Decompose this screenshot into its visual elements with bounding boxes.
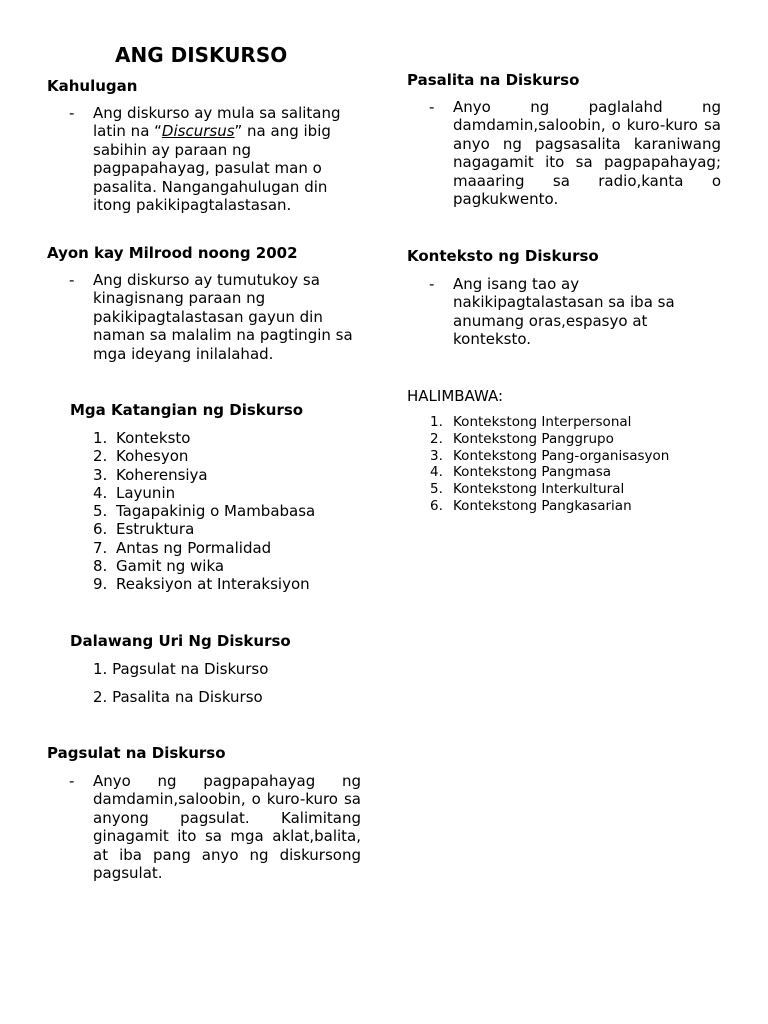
pagsulat-heading: Pagsulat na Diskurso [47, 744, 226, 762]
list-item: 2. Kohesyon [93, 447, 189, 466]
kahulugan-text: Ang diskurso ay mula sa salitang latin na “Discursus” na ang ibig sabihin ay paraan ng pagpapahayag, pasulat man o pasalita. Nangangahulugan din itong pakikipagtalastasan. [93, 104, 341, 215]
konteksto-heading: Konteksto ng Diskurso [407, 247, 599, 265]
uri-item-2: 2. Pasalita na Diskurso [93, 688, 263, 706]
milrood-item [69, 271, 363, 363]
milrood-text: Ang diskurso ay tumutukoy sa kinagisnang paraan ng pakikipagtalastasan gayun din naman sa malalim na pagtingin sa mga ideyang inilalahad. [93, 271, 353, 363]
list-item: 8. Gamit ng wika [93, 557, 225, 576]
pagsulat-text: Anyo ng pagpapahayag ng damdamin,saloobin, o kuro-kuro sa anyong pagsulat. Kalimitang ginagamit ito sa mga aklat,balita, at iba pang anyo ng diskursong pagsulat. [93, 772, 361, 883]
list-item: 7. Antas ng Pormalidad [93, 538, 272, 557]
pasalita-text: Anyo ng paglalahd ng damdamin,saloobin, o kuro-kuro sa anyo ng pagsasalita karaniwang nagagamit ito sa pagpapahayag; maaaring sa radio,kanta o pagkukwento. [453, 98, 721, 209]
uri-heading: Dalawang Uri Ng Diskurso [70, 632, 291, 650]
kahulugan-heading: Kahulugan [47, 77, 138, 95]
pasalita-heading: Pasalita na Diskurso [407, 71, 580, 89]
katangian-heading: Mga Katangian ng Diskurso [70, 401, 304, 419]
list-item: 2. Kontekstong Panggrupo [430, 430, 614, 447]
pagsulat-item [69, 772, 361, 882]
dash-bullet: - [429, 275, 435, 293]
list-item: 9. Reaksiyon at Interaksiyon [93, 575, 310, 594]
milrood-heading: Ayon kay Milrood noong 2002 [47, 244, 298, 262]
konteksto-text: Ang isang tao ay nakikipagtalastasan sa iba sa anumang oras,espasyo at konteksto. [453, 275, 675, 349]
list-item: 6. Estruktura [93, 520, 195, 539]
list-item: 3. Koherensiya [93, 465, 208, 484]
dash-bullet: - [69, 104, 75, 122]
list-item: 6. Kontekstong Pangkasarian [430, 497, 632, 514]
konteksto-item [429, 275, 721, 349]
pasalita-item [429, 98, 721, 208]
halimbawa-list [430, 414, 669, 515]
list-item: 4. Kontekstong Pangmasa [430, 464, 612, 481]
page-title: ANG DISKURSO [115, 43, 288, 67]
list-item: 1. Konteksto [93, 429, 191, 447]
dash-bullet: - [429, 98, 435, 116]
dash-bullet: - [69, 772, 75, 790]
list-item: 3. Kontekstong Pang-organisasyon [430, 447, 670, 464]
uri-item-1: 1. Pagsulat na Diskurso [93, 660, 269, 678]
katangian-list [93, 429, 315, 594]
kahulugan-item [69, 104, 363, 214]
list-item: 4. Layunin [93, 483, 176, 502]
list-item: 5. Kontekstong Interkultural [430, 481, 625, 498]
list-item: 1. Kontekstong Interpersonal [430, 414, 632, 430]
list-item: 5. Tagapakinig o Mambabasa [93, 502, 316, 521]
dash-bullet: - [69, 271, 75, 289]
discursus-term: Discursus [161, 122, 235, 141]
halimbawa-heading: HALIMBAWA: [407, 387, 504, 405]
